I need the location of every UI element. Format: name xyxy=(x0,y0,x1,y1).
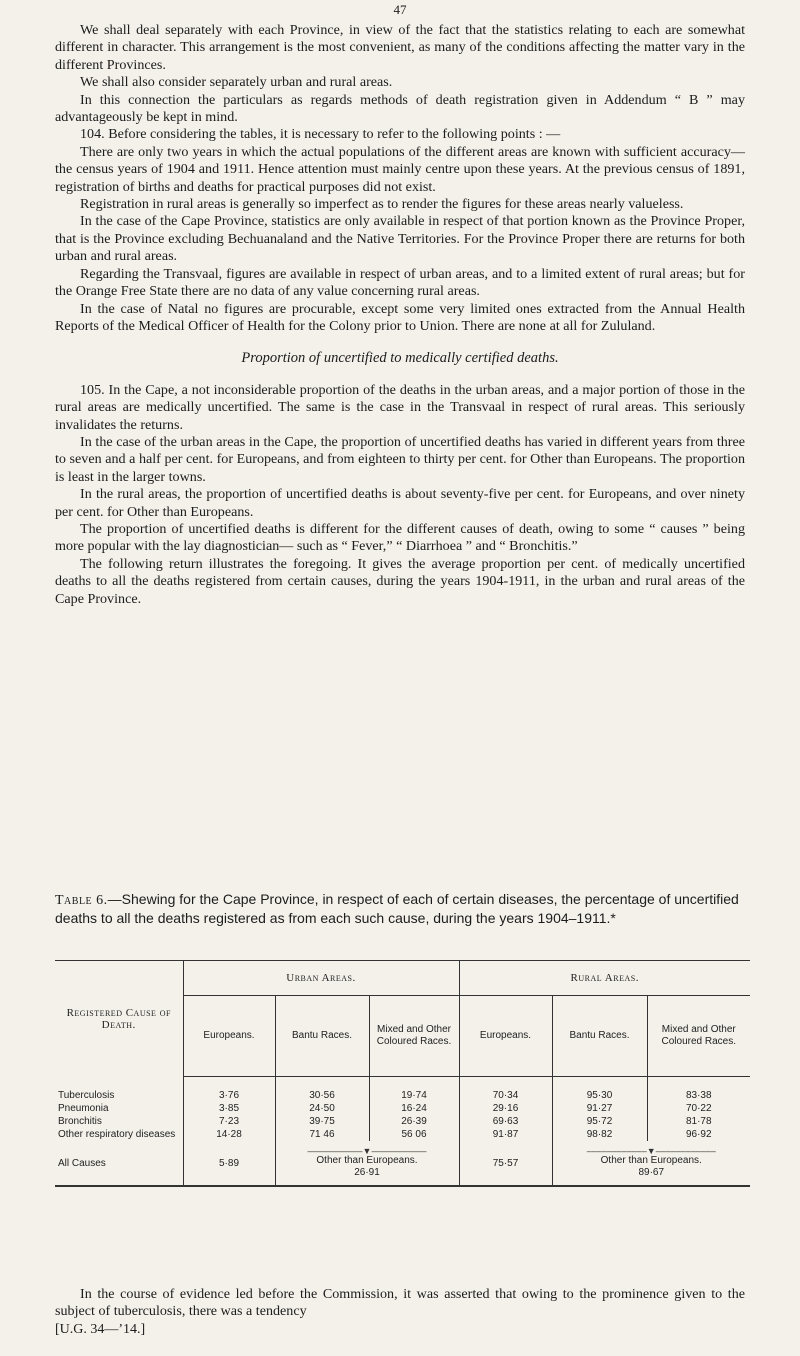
merged-cell-rural-other xyxy=(552,1141,750,1186)
table-cell: 70·22 xyxy=(647,1102,750,1115)
column-header: Bantu Races. xyxy=(275,996,369,1077)
paragraph: In this connection the particulars as regards methods of death registration given in Addendum “ B ” may advantageously be kept in mind. xyxy=(55,91,745,126)
table-row-all-causes xyxy=(55,1141,750,1186)
section-heading: Proportion of uncertified to medically certified deaths. xyxy=(241,350,559,367)
table-cell: 26·91 xyxy=(354,1167,380,1178)
paragraph: In the course of evidence led before the Commission, it was asserted that owing to the prominence given to the subject of tuberculosis, there was a tendency xyxy=(55,1286,745,1320)
row-header: Registered Cause of Death. xyxy=(55,961,183,1077)
table-cell: 91·87 xyxy=(459,1128,552,1141)
table-cell: 19·74 xyxy=(369,1077,459,1103)
table-cell: 3·85 xyxy=(183,1102,275,1115)
table-cell: 56 06 xyxy=(369,1128,459,1141)
table-cell: 5·89 xyxy=(183,1141,275,1186)
table-cell: 91·27 xyxy=(552,1102,647,1115)
paragraph: The proportion of uncertified deaths is different for the different causes of death, owing to some “ causes ” being more popular with the lay diagnostician— such as “ Fever,” “ Diarrhoea ” and “ Bronchitis.” xyxy=(55,520,745,555)
column-header: Mixed and Other Coloured Races. xyxy=(647,996,750,1077)
paragraph: In the case of the Cape Province, statistics are only available in respect of that portion known as the Province Proper, that is the Province excluding Bechuanaland and the Native Territories. For the Province Proper there are returns for both urban and rural areas. xyxy=(55,213,745,265)
table-cell: 75·57 xyxy=(459,1141,552,1186)
table-row xyxy=(55,1128,750,1141)
cause-label: Tuberculosis xyxy=(58,1089,115,1101)
cause-label: All Causes xyxy=(55,1141,183,1186)
table-cell: 89·67 xyxy=(638,1167,665,1178)
paragraph: Registration in rural areas is generally so imperfect as to render the figures for these areas nearly valueless. xyxy=(80,196,684,213)
merged-label: Other than Europeans. xyxy=(316,1155,418,1166)
column-header: Bantu Races. xyxy=(552,996,647,1077)
table-cell: 26·39 xyxy=(369,1115,459,1128)
table-cell: 69·63 xyxy=(459,1115,552,1128)
table-cell: 70·34 xyxy=(459,1077,552,1103)
table-cell: 95·72 xyxy=(552,1115,647,1128)
table-cell: 39·75 xyxy=(275,1115,369,1128)
group-header-rural: Rural Areas. xyxy=(459,961,750,996)
table-cell: 98·82 xyxy=(552,1128,647,1141)
table-cell: 96·92 xyxy=(647,1128,750,1141)
paragraph: We shall also consider separately urban and rural areas. xyxy=(80,74,393,91)
table-row xyxy=(55,1115,750,1128)
table-cell: 24·50 xyxy=(275,1102,369,1115)
brace-icon: ‒‒‒‒‒‒‒‒‒‒‒‒▼‒‒‒‒‒‒‒‒‒‒‒‒ xyxy=(586,1146,716,1156)
table-cell: 29·16 xyxy=(459,1102,552,1115)
table-row xyxy=(55,1077,750,1103)
paragraph: The following return illustrates the foregoing. It gives the average proportion per cent. of medically uncertified deaths to all the deaths registered from certain causes, during the years 1904-1911, in the urban and rural areas of the Cape Province. xyxy=(55,555,745,607)
paragraph: We shall deal separately with each Province, in view of the fact that the statistics relating to each are somewhat different in character. This arrangement is the most convenient, as many of the conditions affecting the matter vary in the different Provinces. xyxy=(55,22,745,73)
paragraph: In the rural areas, the proportion of uncertified deaths is about seventy-five per cent. for Europeans, and over ninety per cent. for Other than Europeans. xyxy=(55,486,745,520)
table-row xyxy=(55,1102,750,1115)
paragraph: In the case of Natal no figures are procurable, except some very limited ones extracted from the Annual Health Reports of the Medical Officer of Health for the Colony prior to Union. There are none at all for Zululand. xyxy=(55,300,745,334)
table-caption xyxy=(55,891,745,927)
bottom-text xyxy=(55,1286,745,1321)
column-header: Europeans. xyxy=(183,996,275,1077)
table-cell: 71 46 xyxy=(275,1128,369,1141)
paragraph: There are only two years in which the actual populations of the different areas are known with sufficient accuracy—the census years of 1904 and 1911. Hence attention must mainly centre upon these years. At the previous census of 1891, registration of births and deaths for practical purposes did not exist. xyxy=(55,143,745,195)
table-cell: 81·78 xyxy=(647,1115,750,1128)
column-header: Mixed and Other Coloured Races. xyxy=(369,996,459,1077)
brace-icon: ‒‒‒‒‒‒‒‒‒‒‒▼‒‒‒‒‒‒‒‒‒‒‒ xyxy=(307,1146,427,1156)
cause-label: Other respiratory diseases xyxy=(58,1129,176,1140)
table-cell: 95·30 xyxy=(552,1077,647,1103)
table-cell: 14·28 xyxy=(183,1128,275,1141)
cause-label: Pneumonia xyxy=(58,1103,109,1114)
merged-cell-urban-other xyxy=(275,1141,459,1186)
merged-label: Other than Europeans. xyxy=(600,1155,702,1166)
table-cell: 7·23 xyxy=(183,1115,275,1128)
column-header: Europeans. xyxy=(459,996,552,1077)
statistics-table xyxy=(55,960,750,1187)
paragraph: In the case of the urban areas in the Cape, the proportion of uncertified deaths has varied in different years from three to seven and a half per cent. for Europeans, and from eighteen to thirty per cent. for Other than Europeans. The proportion is least in the larger towns. xyxy=(55,433,745,485)
body-text xyxy=(55,22,745,608)
table-cell: 30·56 xyxy=(275,1077,369,1103)
table-caption-text: —Shewing for the Cape Province, in respect of each of certain diseases, the percentage of uncertified deaths to all the deaths registered as from each such cause, during the years 1904–1911.* xyxy=(55,891,739,926)
table-cell: 83·38 xyxy=(647,1077,750,1103)
table-cell: 16·24 xyxy=(369,1102,459,1115)
page-number: 47 xyxy=(393,2,407,17)
paragraph: 105. In the Cape, a not inconsiderable proportion of the deaths in the urban areas, and a major portion of those in the rural areas are medically uncertified. The same is the case in the Transvaal in respect of rural areas. This seriously invalidates the returns. xyxy=(55,381,745,433)
group-header-urban: Urban Areas. xyxy=(183,961,459,996)
paragraph: Regarding the Transvaal, figures are available in respect of urban areas, and to a limited extent of rural areas; but for the Orange Free State there are no data of any value concerning rural areas. xyxy=(55,265,745,300)
table-label: Table 6. xyxy=(55,893,108,908)
cause-label: Bronchitis xyxy=(58,1116,102,1127)
footer-code: [U.G. 34—’14.] xyxy=(55,1322,146,1337)
table-cell: 3·76 xyxy=(183,1077,275,1103)
paragraph: 104. Before considering the tables, it is necessary to refer to the following points : — xyxy=(80,126,561,143)
